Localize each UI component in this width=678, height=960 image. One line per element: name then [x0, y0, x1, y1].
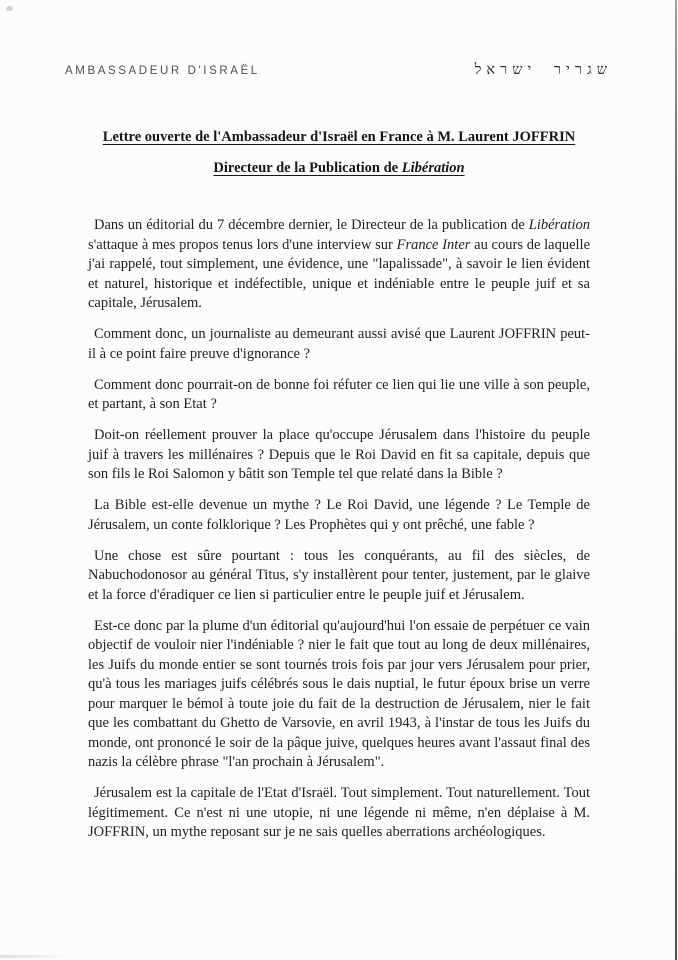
publication-name-italic: Libération	[528, 217, 590, 233]
paragraph-run: au cours de laquelle j'ai rappelé, tout simplement, une évidence, une "lapalissade", à savoir le lien évident et naturel, historique et indéfectible, unique et indéniable entre le peuple juif et sa capitale, Jérusalem.	[88, 236, 591, 311]
letterhead-hebrew-text: שגריר ישראל	[474, 62, 612, 78]
paragraph-capitale-conclusion: Jérusalem est la capitale de l'Etat d'Israël. Tout simplement. Tout naturellement. Tout légitimement. Ce n'est ni une utopie, ni une légende ni même, n'en déplaise à M. JOFFRIN, un mythe reposant sur je ne sais quelles aberrations archéologiques.	[88, 785, 590, 840]
paragraph-bible-mythe: La Bible est-elle devenue un mythe ? Le Roi David, une légende ? Le Temple de Jérusalem, un conte folklorique ? Les Prophètes qui y ont prêché, une fable ?	[88, 497, 590, 533]
radio-name-italic: France Inter	[396, 236, 471, 253]
letter-title-line1	[0, 129, 678, 146]
scan-artifact-bottom-smudge	[0, 955, 70, 958]
letter-title-line2-prefix: Directeur de la Publication de	[213, 160, 402, 176]
paragraph-run: s'attaque à mes propos tenus lors d'une interview sur	[88, 236, 397, 253]
letter-titles	[0, 129, 678, 191]
letter-title-line2-text	[213, 160, 464, 176]
letterhead	[65, 62, 612, 79]
paragraph-editorial-intro	[88, 216, 590, 314]
scan-artifact-speck	[6, 6, 13, 11]
letter-title-line2	[0, 160, 678, 177]
paragraph-conquerants: Une chose est sûre pourtant : tous les conquérants, au fil des siècles, de Nabuchodonosor au général Titus, s'y installèrent pour tenter, justement, par le glaive et la force d'éradiquer ce lien si particulier entre le peuple juif et Jérusalem.	[88, 547, 590, 603]
letter-title-line1-text: Lettre ouverte de l'Ambassadeur d'Israël en France à M. Laurent JOFFRIN	[102, 129, 576, 145]
paragraph-nier-indeniable: Est-ce donc par la plume d'un éditorial qu'aujourd'hui l'on essaie de perpétuer ce vain objectif de vouloir nier l'indéniable ? nier le fait que tout au long de deux millénaires, les Juifs du monde entier se sont tournés trois fois par jour vers Jérusalem pour prier, qu'à tous les mariages juifs célébrés sous le dais nuptial, le futur époux brise un verre pour marquer le bémol à toute joie du fait de la destruction de Jérusalem, nier le fait que les combattant du Ghetto de Varsovie, en avril 1943, à l'instar de tous les Juifs du monde, ont prononcé le soir de la pâque juive, quelques heures avant l'assaut final des nazis la célèbre phrase "l'an prochain à Jérusalem".	[88, 617, 590, 770]
letter-title-line2-publication-name: Libération	[401, 160, 465, 176]
letterhead-french-text: AMBASSADEUR D'ISRAËL	[65, 65, 260, 77]
letter-body	[88, 216, 590, 854]
paragraph-place-jerusalem: Doit-on réellement prouver la place qu'occupe Jérusalem dans l'histoire du peuple juif à travers les millénaires ? Depuis que le Roi David en fit sa capitale, depuis que son fils le Roi Salomon y bâtit son Temple tel que relaté dans la Bible ?	[88, 427, 590, 482]
paragraph-run: Dans un éditorial du 7 décembre dernier, le Directeur de la publication de	[94, 217, 529, 233]
paragraph-journaliste-ignorance: Comment donc, un journaliste au demeurant aussi avisé que Laurent JOFFRIN peut-il à ce point faire preuve d'ignorance ?	[88, 326, 590, 362]
paragraph-refuter-lien: Comment donc pourrait-on de bonne foi réfuter ce lien qui lie une ville à son peuple, et partant, à son Etat ?	[88, 376, 590, 412]
